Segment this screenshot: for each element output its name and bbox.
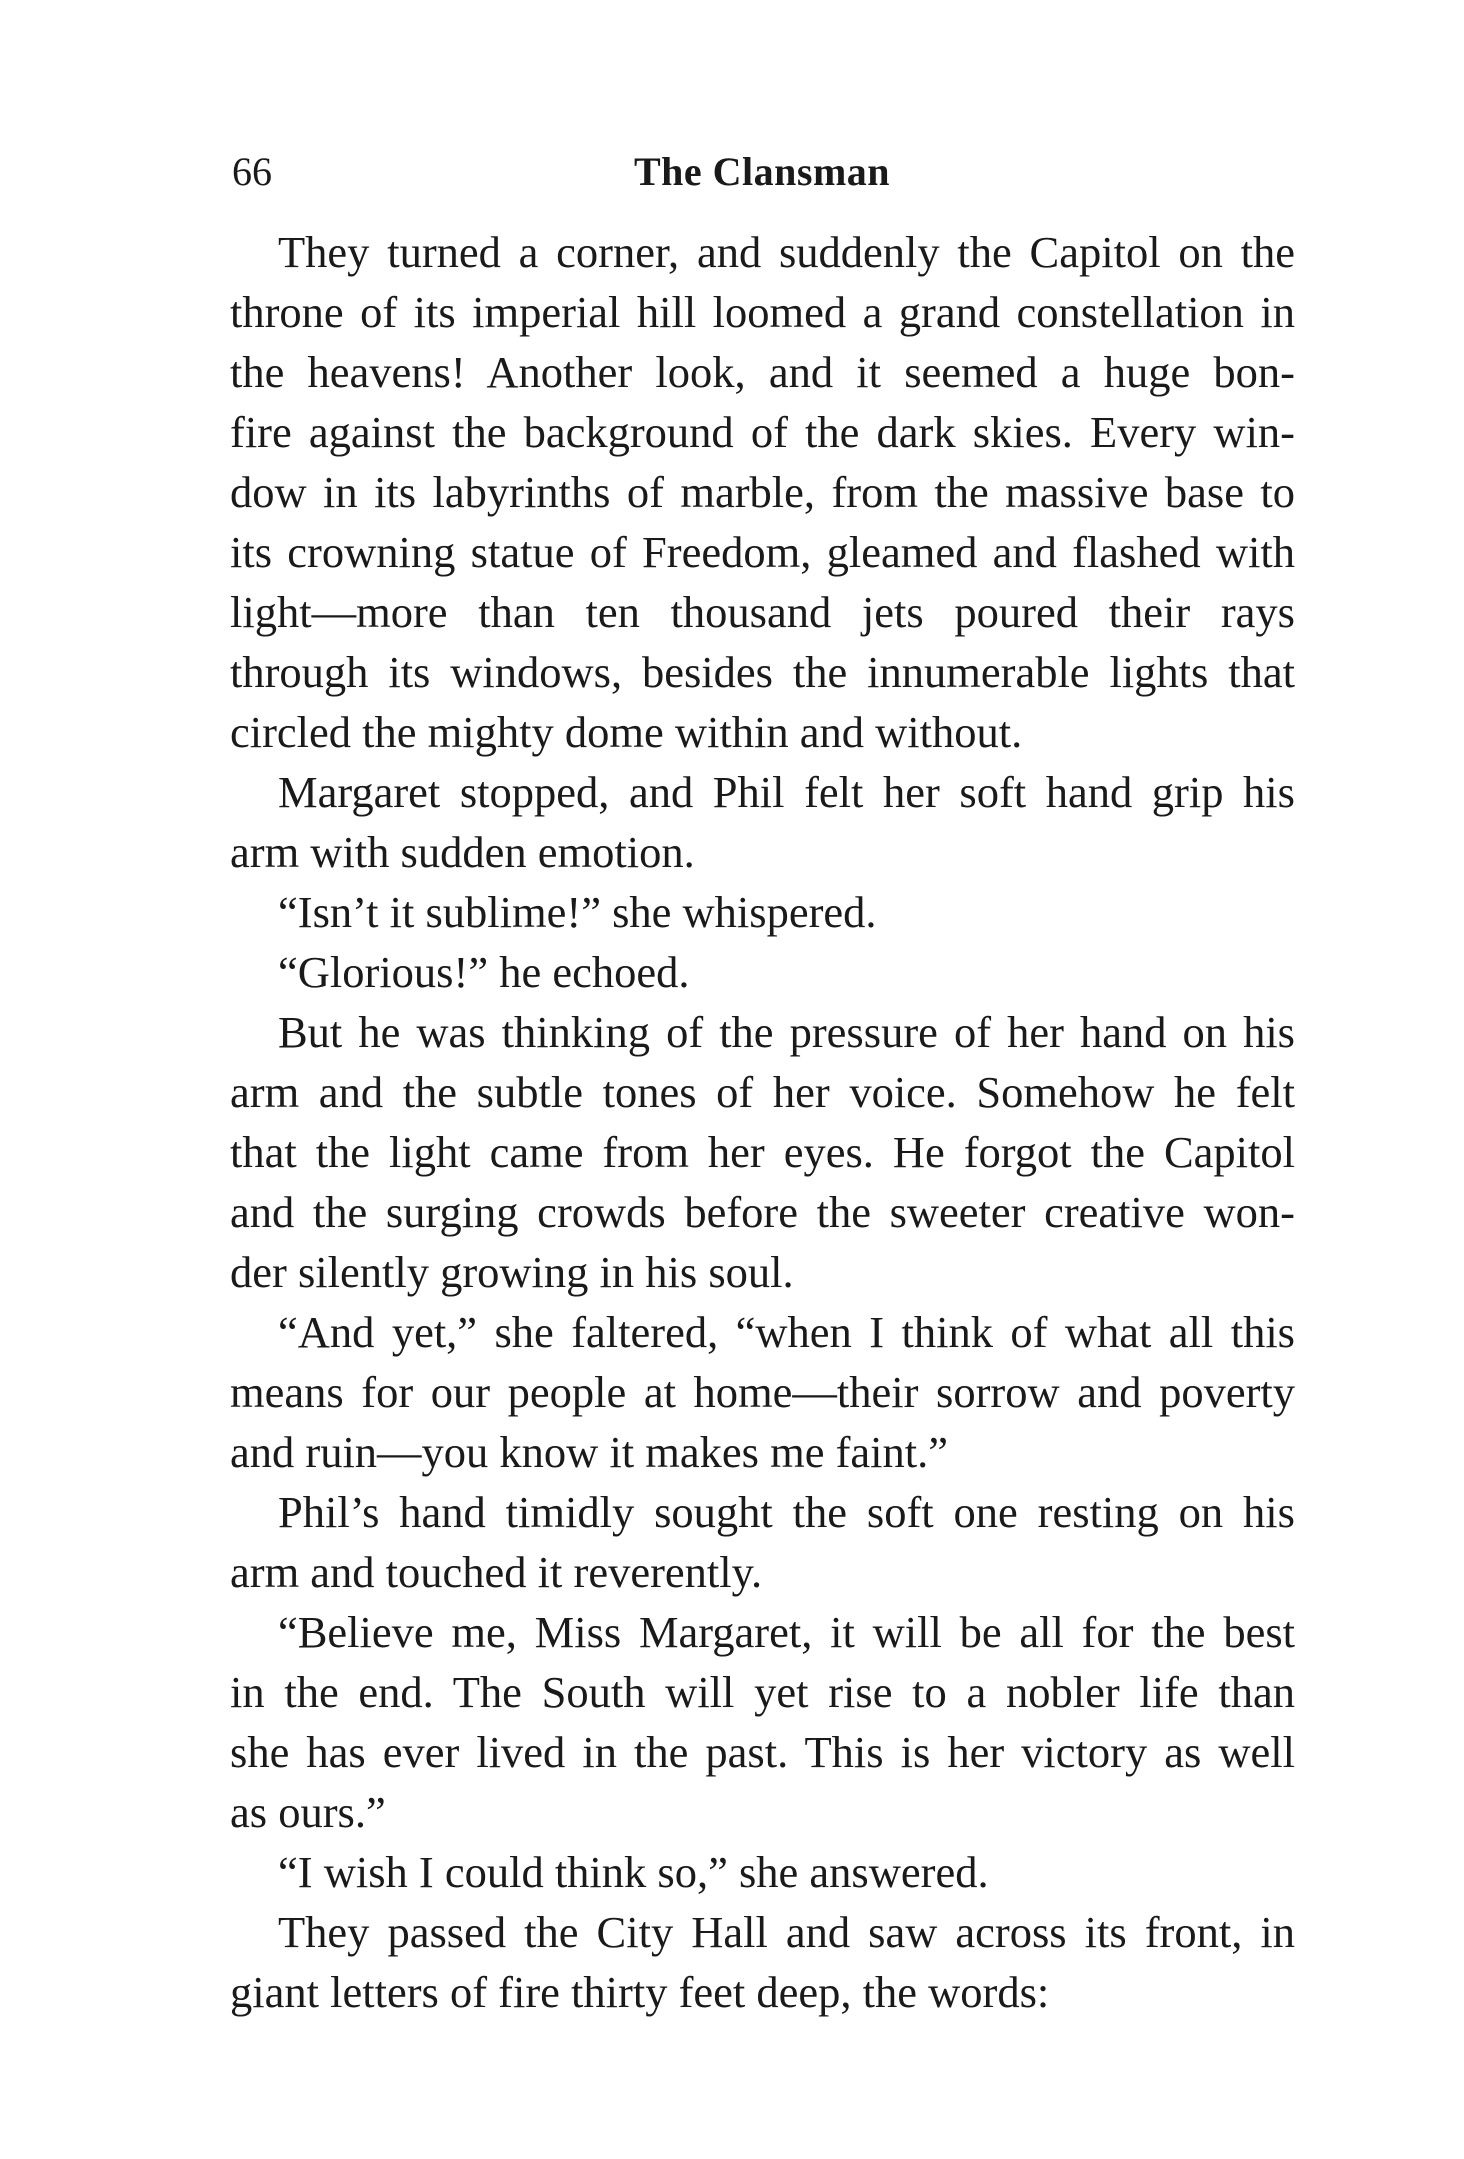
text-line: “I wish I could think so,” she answered. <box>278 1847 989 1897</box>
text-line: the heavens! Another look, and it seemed a huge bon- <box>230 347 1295 397</box>
text-line: “Isn’t it sublime!” she whispered. <box>278 887 877 937</box>
text-line: “Glorious!” he echoed. <box>278 947 690 997</box>
text-line: dow in its labyrinths of marble, from the massive base to <box>230 467 1295 517</box>
text-line: But he was thinking of the pressure of her hand on his <box>278 1007 1295 1057</box>
text-line: giant letters of fire thirty feet deep, the words: <box>230 1967 1050 2017</box>
body-text <box>230 222 1295 2022</box>
paragraph <box>230 942 1295 1002</box>
text-line: and the surging crowds before the sweeter creative won- <box>230 1187 1295 1237</box>
paragraph <box>230 1002 1295 1302</box>
text-line: she has ever lived in the past. This is her victory as well <box>230 1727 1295 1777</box>
paragraph <box>230 882 1295 942</box>
text-line: “And yet,” she faltered, “when I think of what all this <box>278 1307 1295 1357</box>
running-title: The Clansman <box>633 149 891 194</box>
text-line: arm and the subtle tones of her voice. Somehow he felt <box>230 1067 1295 1117</box>
text-line: Phil’s hand timidly sought the soft one resting on his <box>278 1487 1295 1537</box>
text-line: arm and touched it reverently. <box>230 1547 763 1597</box>
text-line: “Believe me, Miss Margaret, it will be all for the best <box>278 1607 1295 1657</box>
text-line: as ours.” <box>230 1787 386 1837</box>
text-line: and ruin—you know it makes me faint.” <box>230 1427 949 1477</box>
paragraph <box>230 762 1295 882</box>
text-line: throne of its imperial hill loomed a grand constellation in <box>230 287 1295 337</box>
paragraph <box>230 222 1295 762</box>
text-line: They turned a corner, and suddenly the Capitol on the <box>278 227 1295 277</box>
text-line: der silently growing in his soul. <box>230 1247 794 1297</box>
paragraph <box>230 1482 1295 1602</box>
text-line: circled the mighty dome within and without. <box>230 707 1023 757</box>
text-line: that the light came from her eyes. He forgot the Capitol <box>230 1127 1295 1177</box>
page-header <box>232 142 1292 202</box>
text-line: means for our people at home—their sorrow and poverty <box>230 1367 1295 1417</box>
text-line: Margaret stopped, and Phil felt her soft hand grip his <box>278 767 1295 817</box>
text-line: in the end. The South will yet rise to a nobler life than <box>230 1667 1295 1717</box>
paragraph <box>230 1302 1295 1482</box>
paragraph <box>230 1842 1295 1902</box>
page-number: 66 <box>232 149 272 194</box>
text-line: light—more than ten thousand jets poured their rays <box>230 587 1295 637</box>
text-line: arm with sudden emotion. <box>230 827 695 877</box>
paragraph <box>230 1902 1295 2022</box>
paragraph <box>230 1602 1295 1842</box>
text-line: fire against the background of the dark skies. Every win- <box>230 407 1295 457</box>
text-line: through its windows, besides the innumerable lights that <box>230 647 1295 697</box>
text-line: They passed the City Hall and saw across its front, in <box>278 1907 1295 1957</box>
text-line: its crowning statue of Freedom, gleamed and flashed with <box>230 527 1295 577</box>
